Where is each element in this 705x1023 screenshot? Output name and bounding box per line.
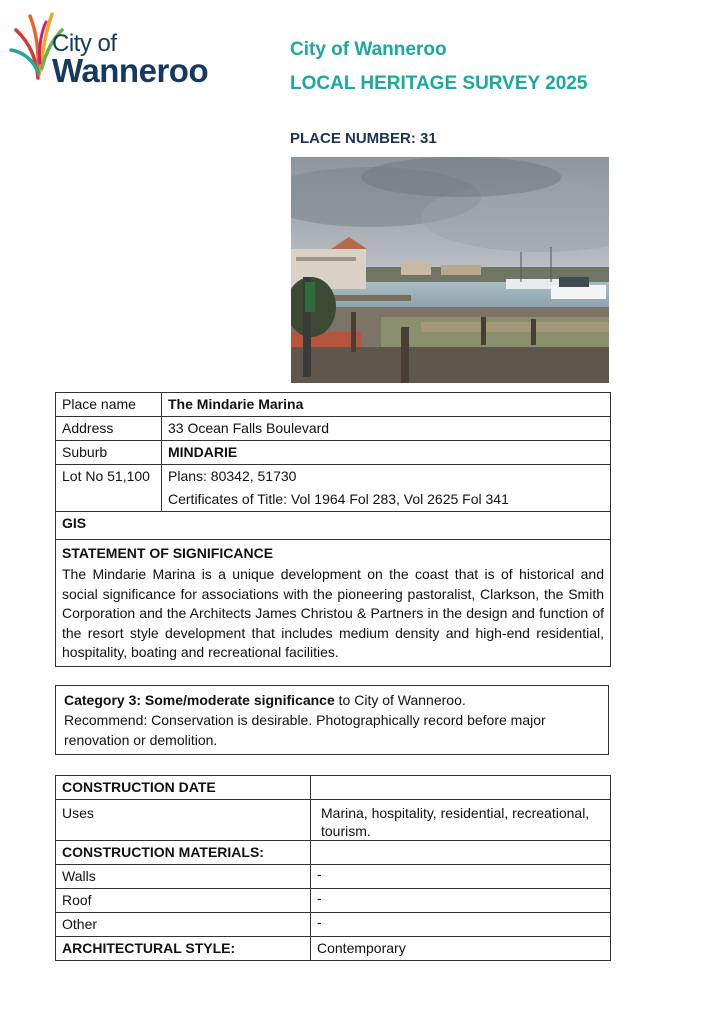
architectural-style-label: ARCHITECTURAL STYLE:: [56, 937, 311, 961]
table-row: [56, 865, 611, 889]
architectural-style-value: Contemporary: [311, 937, 611, 961]
table-row: [56, 841, 611, 865]
category-bold: Category 3: Some/moderate significance: [64, 692, 335, 708]
materials-label: CONSTRUCTION MATERIALS:: [56, 841, 311, 865]
table-row: [56, 776, 611, 800]
table-row: [56, 800, 611, 841]
significance-text: The Mindarie Marina is a unique development on the coast that is of historical and social significance for associations with the pioneering pastoralist, Clarkson, the Smith Corporation and the Architects James Christou & Partners in the design and function of the resort style development that includes medium density and high-end residential, hospitality, boating and recreational facilities.: [62, 566, 604, 660]
other-label: Other: [56, 913, 311, 937]
roof-label: Roof: [56, 889, 311, 913]
uses-value: Marina, hospitality, residential, recreational, tourism.: [311, 800, 611, 841]
other-value: -: [311, 913, 611, 937]
construction-date-label: CONSTRUCTION DATE: [56, 776, 311, 800]
marina-photo: [291, 157, 609, 383]
gis-label: GIS: [56, 512, 611, 540]
walls-label: Walls: [56, 865, 311, 889]
city-of-wanneroo-logo: [8, 8, 228, 90]
place-name-label: Place name: [56, 393, 162, 417]
document-subtitle: LOCAL HERITAGE SURVEY 2025: [290, 73, 588, 94]
plans-value: Plans: 80342, 51730: [162, 465, 611, 489]
materials-value: [311, 841, 611, 865]
table-row: [56, 441, 611, 465]
category-rest: to City of Wanneroo.: [334, 692, 466, 708]
recommend-text: Recommend: Conservation is desirable. Photographically record before major renovation or demolition.: [64, 712, 546, 748]
significance-heading: STATEMENT OF SIGNIFICANCE: [62, 545, 274, 561]
table-row: [56, 393, 611, 417]
lot-label: Lot No 51,100: [56, 465, 162, 512]
uses-label: Uses: [56, 800, 311, 841]
document-title: City of Wanneroo: [290, 39, 447, 60]
place-name-value: The Mindarie Marina: [162, 393, 611, 417]
place-number: PLACE NUMBER: 31: [290, 130, 437, 147]
walls-value: -: [311, 865, 611, 889]
table-row: [56, 540, 611, 667]
table-row: [56, 512, 611, 540]
logo-city-text: City of: [52, 30, 117, 57]
certificates-value: Certificates of Title: Vol 1964 Fol 283, Vol 2625 Fol 341: [162, 488, 611, 512]
place-details-table: [55, 392, 611, 667]
roof-value: -: [311, 889, 611, 913]
address-label: Address: [56, 417, 162, 441]
construction-table: [55, 775, 611, 961]
table-row: [56, 417, 611, 441]
significance-cell: [56, 540, 611, 667]
logo-name-text: Wanneroo: [52, 52, 209, 89]
construction-date-value: [311, 776, 611, 800]
table-row: [56, 937, 611, 961]
category-line: [64, 690, 600, 710]
table-row: [56, 465, 611, 489]
address-value: 33 Ocean Falls Boulevard: [162, 417, 611, 441]
suburb-value: MINDARIE: [162, 441, 611, 465]
table-row: [56, 889, 611, 913]
category-box: [55, 685, 609, 755]
table-row: [56, 913, 611, 937]
suburb-label: Suburb: [56, 441, 162, 465]
